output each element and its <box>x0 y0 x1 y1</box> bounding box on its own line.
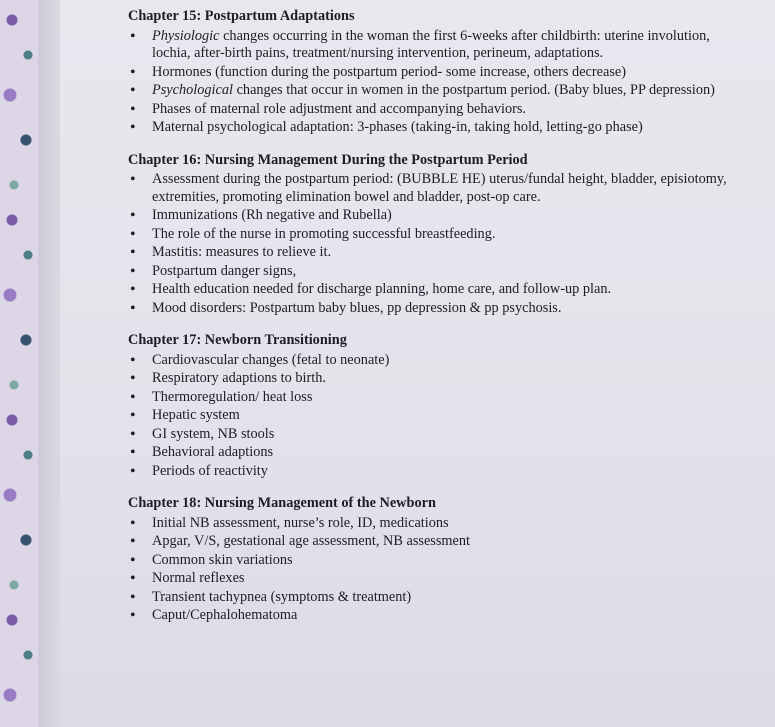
item-text: Phases of maternal role adjustment and accompanying behaviors. <box>152 100 526 117</box>
chapter-17-list <box>128 352 728 481</box>
chapter-16-section <box>128 152 728 318</box>
item-text: Maternal psychological adaptation: 3-phases (taking-in, taking hold, letting-go phase) <box>152 119 643 135</box>
item-text: Hormones (function during the postpartum period- some increase, others decrease) <box>152 63 627 80</box>
list-item <box>128 28 728 63</box>
item-text: The role of the nurse in promoting successful breastfeeding. <box>152 225 496 242</box>
list-item <box>128 171 728 206</box>
chapter-18-section <box>128 495 728 625</box>
item-text: Behavioral adaptions <box>152 444 274 460</box>
list-item <box>128 552 728 570</box>
item-text: Thermoregulation/ heat loss <box>152 388 313 405</box>
item-text: Normal reflexes <box>152 570 245 586</box>
list-item <box>128 207 728 225</box>
item-text: Cardiovascular changes (fetal to neonate) <box>152 351 390 368</box>
item-text: Health education needed for discharge planning, home care, and follow-up plan. <box>152 281 612 297</box>
study-guide-page <box>128 8 728 640</box>
item-emphasis: Psychological <box>152 82 233 98</box>
list-item <box>128 444 728 462</box>
chapter-16-heading: Chapter 16: Nursing Management During the Postpartum Period <box>128 151 528 168</box>
list-item <box>128 119 728 137</box>
item-text: Respiratory adaptions to birth. <box>152 370 326 386</box>
chapter-15-heading: Chapter 15: Postpartum Adaptations <box>128 8 355 24</box>
item-text: Hepatic system <box>152 407 240 423</box>
list-item <box>128 389 728 407</box>
item-text: Initial NB assessment, nurse’s role, ID, medications <box>152 514 449 531</box>
list-item <box>128 426 728 444</box>
item-text: Transient tachypnea (symptoms & treatment) <box>152 588 412 605</box>
list-item <box>128 82 728 100</box>
item-text: Mood disorders: Postpartum baby blues, pp depression & pp psychosis. <box>152 299 562 316</box>
item-text: changes occurring in the woman the first 6-weeks after childbirth: uterine involution, lochia, after-birth pains, treatment/nursing intervention, perineum, adaptations. <box>152 27 710 61</box>
item-text: Postpartum danger signs, <box>152 262 297 279</box>
item-text: Caput/Cephalohematoma <box>152 607 298 623</box>
list-item <box>128 263 728 281</box>
list-item <box>128 64 728 82</box>
chapter-18-heading: Chapter 18: Nursing Management of the Newborn <box>128 495 436 511</box>
item-emphasis: Physiologic <box>152 27 220 44</box>
list-item <box>128 607 728 625</box>
list-item <box>128 589 728 607</box>
list-item <box>128 300 728 318</box>
list-item <box>128 370 728 388</box>
list-item <box>128 570 728 588</box>
item-text: Common skin variations <box>152 551 293 568</box>
chapter-15-section <box>128 8 728 137</box>
item-text: Periods of reactivity <box>152 462 268 479</box>
list-item <box>128 281 728 299</box>
item-text: GI system, NB stools <box>152 425 275 442</box>
chapter-15-list <box>128 28 728 137</box>
list-item <box>128 352 728 370</box>
item-text: Assessment during the postpartum period: (BUBBLE HE) uterus/fundal height, bladder, episiotomy, extremities, promoting elimination bowel and bladder, post-op care. <box>152 171 727 205</box>
floral-fabric-background <box>0 0 38 727</box>
list-item <box>128 101 728 119</box>
list-item <box>128 226 728 244</box>
chapter-16-list <box>128 171 728 317</box>
list-item <box>128 244 728 262</box>
chapter-17-section <box>128 332 728 480</box>
item-text: Mastitis: measures to relieve it. <box>152 244 332 260</box>
list-item <box>128 407 728 425</box>
list-item <box>128 463 728 481</box>
item-text: changes that occur in women in the postpartum period. (Baby blues, PP depression) <box>233 82 715 98</box>
list-item <box>128 515 728 533</box>
chapter-17-heading: Chapter 17: Newborn Transitioning <box>128 332 347 348</box>
item-text: Immunizations (Rh negative and Rubella) <box>152 207 392 223</box>
chapter-18-list <box>128 515 728 625</box>
list-item <box>128 533 728 551</box>
item-text: Apgar, V/S, gestational age assessment, NB assessment <box>152 533 471 549</box>
